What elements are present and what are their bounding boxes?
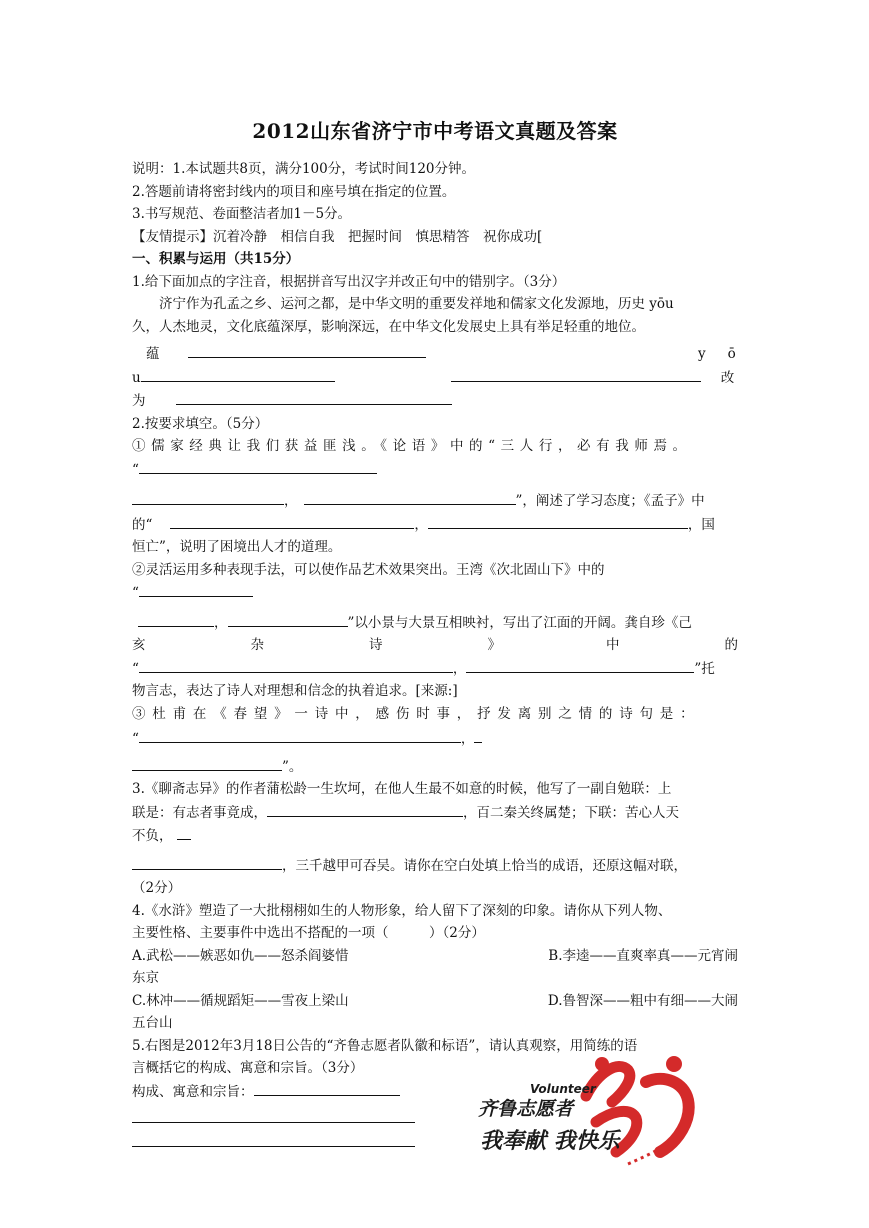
tip-label: 【友情提示】 [132,228,213,245]
option-a[interactable]: A.武松——嫉恶如仇——怒杀阎婆惜 [132,947,349,964]
q3-c-text: 不负， [132,828,173,844]
q4-a: 4.《水浒》塑造了一大批栩栩如生的人物形象，给人留下了深刻的印象。请你从下列人物、 [132,902,672,919]
q1-char-yun: 蕴 [146,346,160,362]
q5-blank-3[interactable] [132,1131,415,1147]
q2-blank-9[interactable] [139,657,453,673]
spread-char: 》 [487,637,501,653]
q3-c [132,824,738,848]
q2-item3-c-end: ”。 [282,758,303,775]
q1-answer-correct-char[interactable] [176,389,452,405]
q2-item1-c-start: 的“ [132,516,153,533]
q1-pinyin-o: ō [727,346,736,362]
q2-blank-4[interactable] [170,513,414,529]
q3-blank-mini[interactable] [177,824,191,840]
q4-options-cd [132,990,738,1013]
q2-item1-c [132,513,738,537]
intro-line-2: 2.答题前请将密封线内的项目和座号填在指定的位置。 [132,183,456,200]
q1-blanks-row-3 [132,389,738,413]
quote-mark: “ [132,731,139,747]
q2-item3-a: ③杜甫在《春望》一诗中，感伤时事，抒发离别之情的诗句是： [132,705,701,722]
q2-item2-c [132,611,738,635]
q2-item3-c [132,755,738,779]
q5-c-label: 构成、寓意和宗旨： [132,1083,254,1100]
quote-mark: “ [132,461,139,478]
q2-stem: 2.按要求填空。（5分） [132,415,269,432]
spread-char: 亥 [132,637,146,653]
comma: ， [452,660,467,677]
intro-line-1: 说明：1.本试题共8页，满分100分，考试时间120分钟。 [132,161,476,177]
option-b[interactable]: B.李逵——直爽率真——元宵闹 [548,947,738,964]
friendly-tip [132,226,738,249]
tip-text: 沉着冷静 相信自我 把握时间 慎思精答 祝你成功[ [213,228,543,245]
q2-item1-b-text: ”，阐述了学习态度；《孟子》中 [515,493,705,509]
q1-char-gai: 改 [720,369,735,386]
q2-blank-7[interactable] [138,611,214,627]
q4-options-ab [132,945,738,968]
q3-b-end: ，百二秦关终属楚；下联：苦心人天 [463,804,679,821]
q2-item2-e-end: ”托 [694,660,715,677]
spread-char: 诗 [369,637,383,653]
exam-page [132,115,738,1154]
q2-item1-b [132,489,738,513]
q2-blank-12[interactable] [132,755,282,771]
q2-blank-10[interactable] [466,657,694,673]
q2-blank-2[interactable] [132,489,284,505]
q1-answer-yun[interactable] [188,342,426,358]
spread-char: 杂 [250,637,264,653]
q2-item1-d: 恒亡”，说明了困境出人才的道理。 [132,539,342,555]
q5-blank-1[interactable] [254,1080,400,1096]
q2-item2-c-text: ”以小景与大景互相映衬，写出了江面的开阔。龚自珍《己 [347,614,692,631]
spread-char: 中 [606,637,620,653]
q1-blanks-row-2 [132,366,738,390]
option-d[interactable]: D.鲁智深——粗中有细——大闹 [547,992,738,1009]
q1-pinyin-y: y [698,346,706,362]
comma: ， [460,731,475,747]
q2-item2-e [132,657,738,681]
q1-passage-a: 济宁作为孔孟之乡、运河之都，是中华文明的重要发祥地和儒家文化发源地，历史 yōu [159,296,674,312]
q5-blank-2[interactable] [132,1107,415,1123]
q2-item2-f: 物言志，表达了诗人对理想和信念的执着追求。[来源:] [132,683,458,699]
comma: ， [214,614,228,631]
q3-blank-2[interactable] [132,854,282,870]
q4-b: 主要性格、主要事件中选出不搭配的一项（ ）（2分） [132,925,485,941]
section-heading: 一、积累与运用（共15分） [132,251,300,267]
quote-mark: “ [132,660,139,677]
q2-blank-11[interactable] [139,727,461,743]
logo-slogan: 我奉献 我快乐 [480,1129,620,1154]
q1-passage-b: 久，人杰地灵，文化底蕴深厚，影响深远，在中华文化发展史上具有举足轻重的地位。 [132,318,645,335]
q5-a: 5.右图是2012年3月18日公告的“齐鲁志愿者队徽和标语”，请认真观察，用简练的语 [132,1037,638,1054]
q1-answer-you[interactable] [141,366,335,382]
q2-item1-a: ①儒家经典让我们获益匪浅。《论语》中的“三人行，必有我师焉。 [132,438,692,454]
option-d-cont: 五台山 [132,1015,173,1031]
page-title: 2012山东省济宁市中考语文真题及答案 [252,119,618,143]
q5-b: 言概括它的构成、寓意和宗旨。（3分） [132,1060,364,1076]
q2-item3-b [132,727,738,751]
q2-blank-5[interactable] [428,513,688,529]
q1-blanks-row-1 [132,342,738,366]
option-b-cont: 东京 [132,970,159,986]
q2-item2-d [132,634,738,657]
logo-english: Volunteer [530,1082,596,1096]
comma: ， [284,493,298,509]
q1-answer-wrong-char[interactable] [451,366,701,382]
q2-blank-6[interactable] [139,581,253,597]
logo-brand: 齐鲁志愿者 [478,1098,574,1120]
q2-blank-11b[interactable] [474,727,482,743]
q2-blank-1[interactable] [139,458,377,474]
q1-pinyin-u: u [132,369,141,386]
q2-item2-quote [132,581,738,605]
q3-b [132,801,738,825]
q1-stem: 1.给下面加点的字注音，根据拼音写出汉字并改正句中的错别字。（3分） [132,273,566,290]
option-c[interactable]: C.林冲——循规蹈矩——雪夜上梁山 [132,992,349,1009]
spread-char: 的 [724,637,738,653]
volunteer-logo [478,1052,700,1172]
q1-char-wei: 为 [132,393,146,409]
q3-d [132,854,738,878]
q3-a: 3.《聊斋志异》的作者蒲松龄一生坎坷，在他人生最不如意的时候，他写了一副自勉联：上 [132,781,672,797]
comma: ， [414,516,428,533]
q3-b-start: 联是：有志者事竟成， [132,804,267,821]
q2-blank-8[interactable] [228,611,348,627]
q3-d-end: ，三千越甲可吞吴。请你在空白处填上恰当的成语，还原这幅对联， [282,857,687,874]
q3-blank-1[interactable] [267,801,463,817]
q2-item1-c-end: ，国 [687,516,715,533]
quote-mark: “ [132,585,139,601]
q3-e: （2分） [132,880,182,896]
intro-line-3: 3.书写规范、卷面整洁者加1－5分。 [132,206,352,222]
q2-blank-3[interactable] [304,489,516,505]
q2-item1-quote [132,458,738,482]
q2-item2-a: ②灵活运用多种表现手法，可以使作品艺术效果突出。王湾《次北固山下》中的 [132,561,605,578]
